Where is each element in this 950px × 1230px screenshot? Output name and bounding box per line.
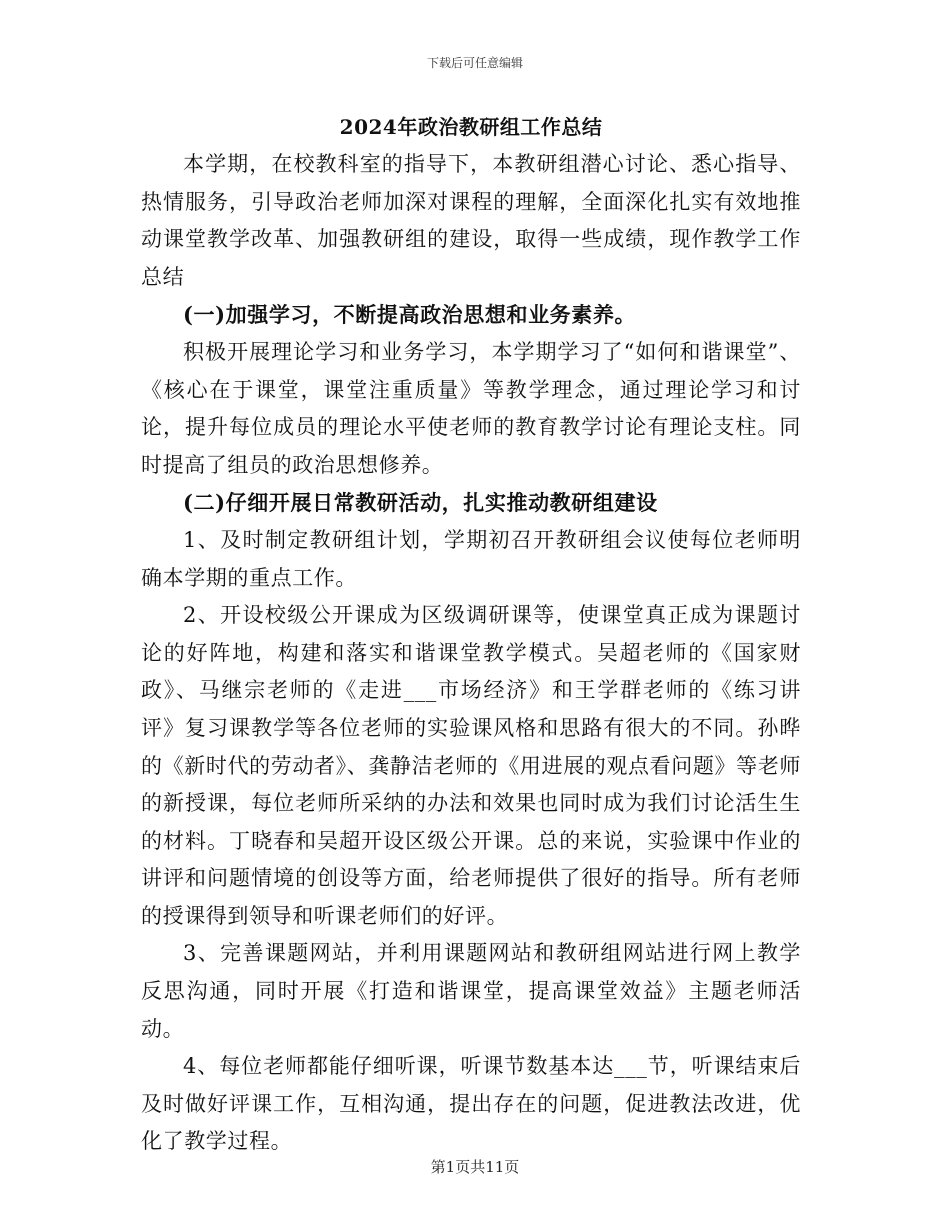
section-1-paragraph: 积极开展理论学习和业务学习，本学期学习了“如何和谐课堂”、《核心在于课堂，课堂注重质量》等教学理念，通过理论学习和讨论，提升每位成员的理论水平使老师的教育教学讨论有理论支柱。同时提高了组员的政治思想修养。 bbox=[141, 339, 801, 477]
page-footer: 第1页共11页 bbox=[430, 1158, 520, 1176]
section-heading-2: (二)仔细开展日常教研活动，扎实推动教研组建设 bbox=[183, 490, 658, 516]
list-item-3: 3、完善课题网站，并利用课题网站和教研组网站进行网上教学反思沟通，同时开展《打造和谐课堂，提高课堂效益》主题老师活动。 bbox=[141, 941, 801, 1041]
intro-paragraph: 本学期，在校教科室的指导下，本教研组潜心讨论、悉心指导、热情服务，引导政治老师加深对课程的理解，全面深化扎实有效地推动课堂教学改革、加强教研组的建设，取得一些成绩，现作教学工作总结 bbox=[141, 152, 801, 289]
list-item-1: 1、及时制定教研组计划，学期初召开教研组会议使每位老师明确本学期的重点工作。 bbox=[141, 527, 801, 590]
header-note: 下载后可任意编辑 bbox=[426, 56, 523, 70]
document-body bbox=[141, 112, 801, 1161]
list-item-2: 2、开设校级公开课成为区级调研课等，使课堂真正成为课题讨论的好阵地，构建和落实和谐课堂教学模式。吴超老师的《国家财政》、马继宗老师的《走进___市场经济》和王学群老师的《练习讲评》复习课教学等各位老师的实验课风格和思路有很大的不同。孙晔的《新时代的劳动者》、龚静洁老师的《用进展的观点看问题》等老师的新授课，每位老师所采纳的办法和效果也同时成为我们讨论活生生的材料。丁晓春和吴超开设区级公开课。总的来说，实验课中作业的讲评和问题情境的创设等方面，给老师提供了很好的指导。所有老师的授课得到领导和听课老师们的好评。 bbox=[141, 603, 801, 928]
list-item-4: 4、每位老师都能仔细听课，听课节数基本达___节，听课结束后及时做好评课工作，互相沟通，提出存在的问题，促进教法改进，优化了教学过程。 bbox=[141, 1054, 801, 1154]
document-title: 2024年政治教研组工作总结 bbox=[339, 115, 603, 139]
section-heading-1: (一)加强学习，不断提高政治思想和业务素养。 bbox=[183, 302, 637, 328]
